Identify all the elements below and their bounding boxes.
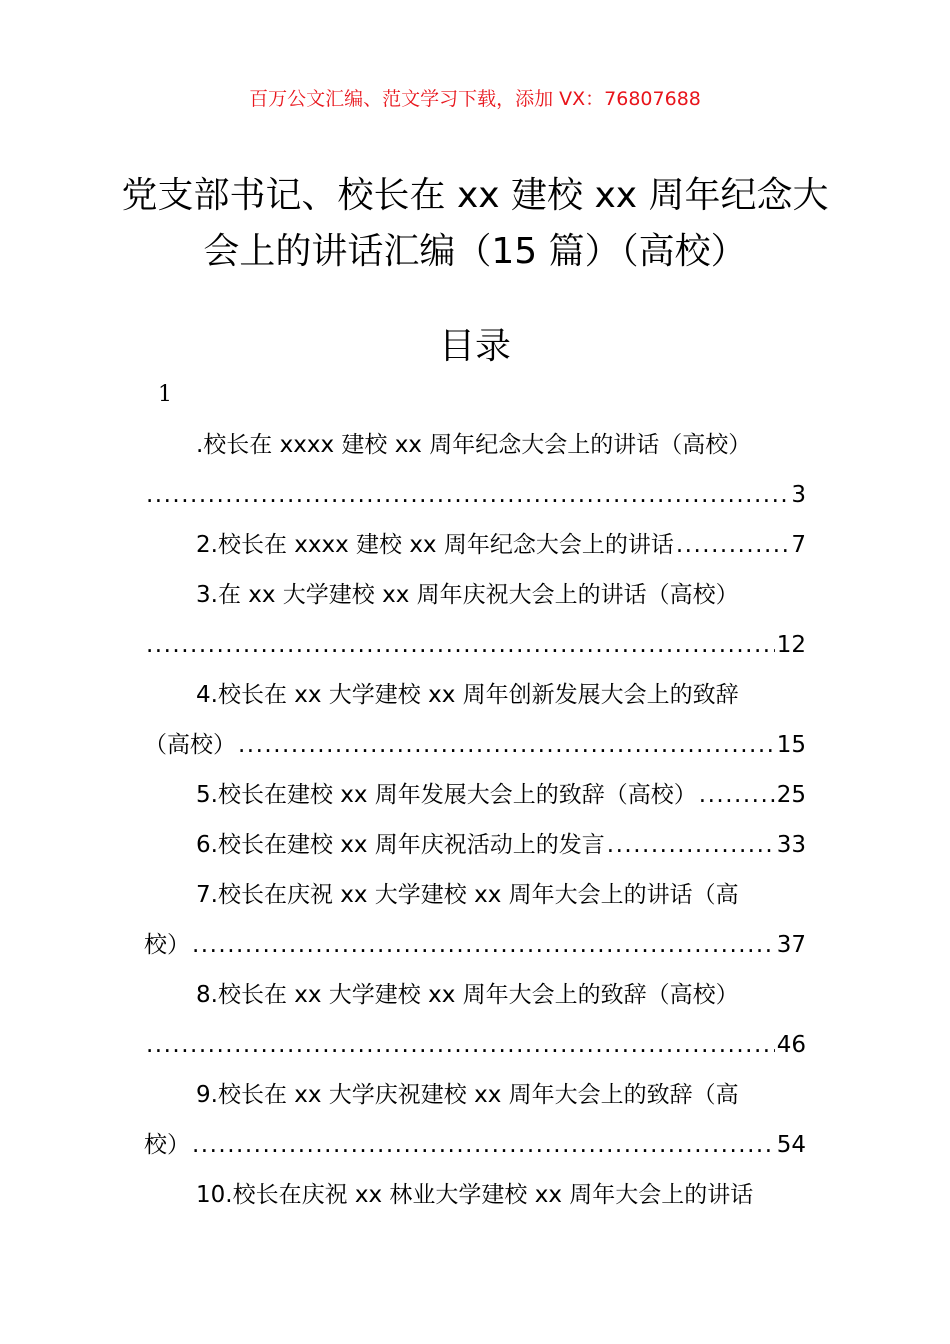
toc-entry-6-page: 33 (776, 832, 806, 858)
toc-entry-8-leader[interactable] (144, 1020, 806, 1070)
toc-entry-5[interactable] (144, 770, 806, 820)
toc-entry-6-text: 6.校长在建校 xx 周年庆祝活动上的发言 (196, 832, 605, 858)
toc-entry-2-text: 2.校长在 xxxx 建校 xx 周年纪念大会上的讲话 (196, 532, 674, 558)
toc-entry-7-text: 7.校长在庆祝 xx 大学建校 xx 周年大会上的讲话（高 (196, 882, 739, 908)
toc-heading: 目录 (438, 326, 511, 367)
toc-entry-4[interactable] (144, 670, 806, 720)
toc-entry-1-page: 3 (791, 482, 806, 508)
toc-entry-4-leader[interactable] (144, 720, 806, 770)
toc-entry-9-continuation: 校） (144, 1132, 190, 1158)
table-of-contents (144, 420, 806, 1220)
toc-entry-10[interactable] (144, 1170, 806, 1220)
toc-entry-4-continuation: （高校） (144, 732, 236, 758)
toc-entry-1-text: .校长在 xxxx 建校 xx 周年纪念大会上的讲话（高校） (196, 432, 752, 458)
toc-leader-dots (192, 920, 775, 970)
toc-entry-8-page: 46 (776, 1032, 806, 1058)
toc-entry-9-leader[interactable] (144, 1120, 806, 1170)
title-line-1: 党支部书记、校长在 xx 建校 xx 周年纪念大 (121, 175, 829, 216)
toc-entry-3-text: 3.在 xx 大学建校 xx 周年庆祝大会上的讲话（高校） (196, 582, 739, 608)
toc-leader-dots (192, 1120, 775, 1170)
toc-entry-3-leader[interactable] (144, 620, 806, 670)
toc-entry-7[interactable] (144, 870, 806, 920)
toc-entry-8[interactable] (144, 970, 806, 1020)
toc-leader-dots (699, 770, 775, 820)
toc-entry-4-page: 15 (776, 732, 806, 758)
toc-entry-1-leader[interactable] (144, 470, 806, 520)
header-note: 百万公文汇编、范文学习下载，添加 VX：76807688 (249, 88, 701, 110)
toc-entry-1[interactable] (144, 420, 806, 470)
toc-entry-9[interactable] (144, 1070, 806, 1120)
toc-entry-7-page: 37 (776, 932, 806, 958)
toc-leader-dots (146, 1020, 775, 1070)
toc-leader-dots (676, 520, 790, 570)
toc-entry-5-text: 5.校长在建校 xx 周年发展大会上的致辞（高校） (196, 782, 697, 808)
toc-entry-9-page: 54 (776, 1132, 806, 1158)
toc-entry-3-page: 12 (776, 632, 806, 658)
toc-entry-2-page: 7 (791, 532, 806, 558)
toc-marker: 1 (158, 382, 172, 407)
toc-entry-7-leader[interactable] (144, 920, 806, 970)
toc-entry-2[interactable] (144, 520, 806, 570)
toc-entry-10-text: 10.校长在庆祝 xx 林业大学建校 xx 周年大会上的讲话 (196, 1182, 754, 1208)
toc-leader-dots (146, 470, 789, 520)
toc-entry-3[interactable] (144, 570, 806, 620)
toc-entry-6[interactable] (144, 820, 806, 870)
toc-leader-dots (238, 720, 775, 770)
toc-entry-8-text: 8.校长在 xx 大学建校 xx 周年大会上的致辞（高校） (196, 982, 739, 1008)
toc-entry-4-text: 4.校长在 xx 大学建校 xx 周年创新发展大会上的致辞 (196, 682, 739, 708)
title-line-2: 会上的讲话汇编（15 篇）（高校） (203, 231, 747, 272)
toc-entry-5-page: 25 (776, 782, 806, 808)
document-title (0, 168, 950, 280)
toc-entry-7-continuation: 校） (144, 932, 190, 958)
toc-leader-dots (607, 820, 775, 870)
toc-entry-9-text: 9.校长在 xx 大学庆祝建校 xx 周年大会上的致辞（高 (196, 1082, 739, 1108)
toc-leader-dots (146, 620, 775, 670)
